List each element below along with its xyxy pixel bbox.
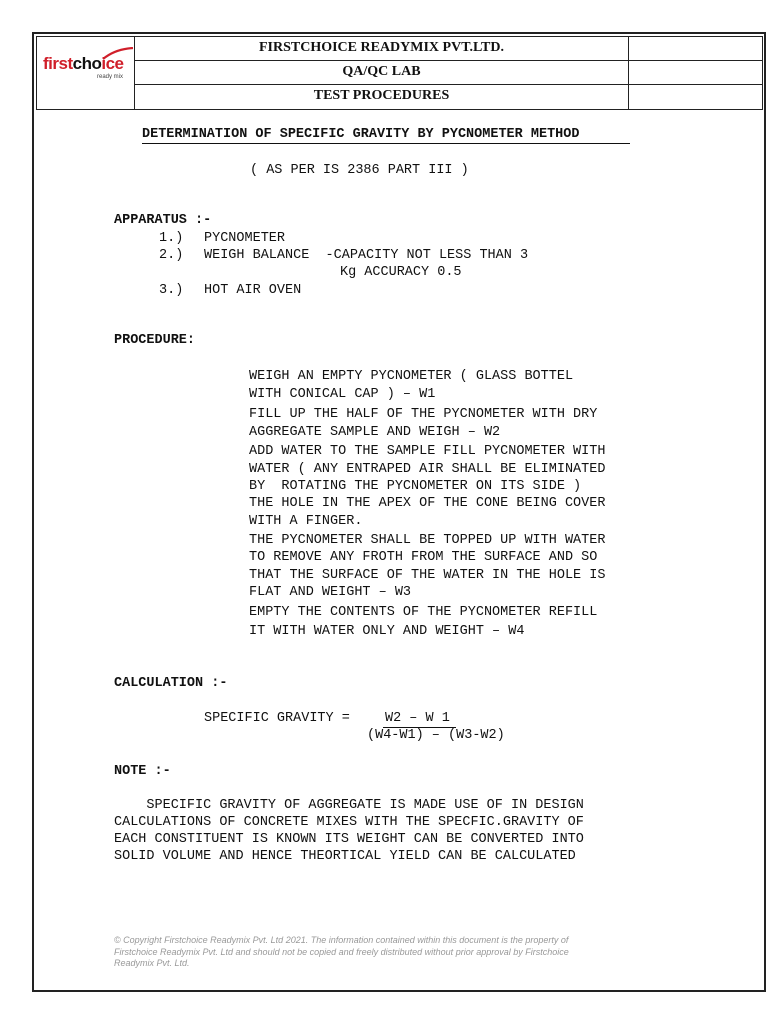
logo-subtitle: ready mix [97, 74, 124, 80]
standard-reference: ( AS PER IS 2386 PART III ) [250, 163, 469, 178]
footer-line: Readymix Pvt. Ltd. [114, 958, 190, 968]
apparatus-item: WEIGH BALANCE -CAPACITY NOT LESS THAN 3 [204, 248, 529, 263]
formula-denominator: (W4-W1) – (W3-W2) [367, 728, 505, 743]
document-title: DETERMINATION OF SPECIFIC GRAVITY BY PYCNOMETER METHOD [142, 127, 580, 142]
header-blank-cell [629, 85, 762, 109]
apparatus-number: 2.) [159, 248, 184, 263]
procedure-line: THE PYCNOMETER SHALL BE TOPPED UP WITH WATER [249, 533, 606, 548]
apparatus-heading: APPARATUS :- [114, 213, 212, 228]
formula-numerator: W2 – W 1 [385, 711, 450, 726]
procedure-line: FILL UP THE HALF OF THE PYCNOMETER WITH DRY [249, 407, 598, 422]
apparatus-item: Kg ACCURACY 0.5 [340, 265, 462, 280]
footer-line: © Copyright Firstchoice Readymix Pvt. Ltd 2021. The information contained within this document is the property of [114, 935, 569, 945]
note-line: SOLID VOLUME AND HENCE THEORTICAL YIELD CAN BE CALCULATED [114, 849, 576, 864]
apparatus-number: 3.) [159, 283, 184, 298]
lab-name: QA/QC LAB [135, 61, 629, 85]
formula-label: SPECIFIC GRAVITY = [204, 711, 350, 726]
company-name: FIRSTCHOICE READYMIX PVT.LTD. [135, 37, 629, 61]
procedure-line: FLAT AND WEIGHT – W3 [249, 585, 412, 600]
procedure-line: WITH CONICAL CAP ) – W1 [249, 387, 436, 402]
section-name: TEST PROCEDURES [135, 85, 629, 109]
header-blank-cell [629, 61, 762, 85]
procedure-line: WATER ( ANY ENTRAPED AIR SHALL BE ELIMINATED [249, 462, 606, 477]
procedure-line: WITH A FINGER. [249, 514, 363, 529]
procedure-line: EMPTY THE CONTENTS OF THE PYCNOMETER REFILL [249, 605, 598, 620]
document-header [36, 36, 763, 110]
procedure-line: THAT THE SURFACE OF THE WATER IN THE HOLE IS [249, 568, 606, 583]
procedure-line: IT WITH WATER ONLY AND WEIGHT – W4 [249, 624, 525, 639]
procedure-heading: PROCEDURE: [114, 333, 196, 348]
calculation-heading: CALCULATION :- [114, 676, 228, 691]
procedure-line: TO REMOVE ANY FROTH FROM THE SURFACE AND SO [249, 550, 598, 565]
apparatus-item: PYCNOMETER [204, 231, 286, 246]
header-blank-cell [629, 37, 762, 61]
note-heading: NOTE :- [114, 764, 171, 779]
company-logo [37, 37, 135, 109]
procedure-line: WEIGH AN EMPTY PYCNOMETER ( GLASS BOTTEL [249, 369, 574, 384]
logo-wordmark: firstchoice [43, 54, 124, 73]
apparatus-item: HOT AIR OVEN [204, 283, 302, 298]
note-line: CALCULATIONS OF CONCRETE MIXES WITH THE SPECFIC.GRAVITY OF [114, 815, 584, 830]
apparatus-number: 1.) [159, 231, 184, 246]
footer-line: Firstchoice Readymix Pvt. Ltd and should not be copied and freely distributed without prior approval by Firstchoice [114, 946, 569, 957]
procedure-line: AGGREGATE SAMPLE AND WEIGH – W2 [249, 425, 501, 440]
note-line: SPECIFIC GRAVITY OF AGGREGATE IS MADE USE OF IN DESIGN [114, 798, 584, 813]
procedure-line: ADD WATER TO THE SAMPLE FILL PYCNOMETER WITH [249, 444, 606, 459]
procedure-line: THE HOLE IN THE APEX OF THE CONE BEING COVER [249, 496, 606, 511]
note-line: EACH CONSTITUENT IS KNOWN ITS WEIGHT CAN BE CONVERTED INTO [114, 832, 584, 847]
title-underline [142, 143, 630, 144]
procedure-line: BY ROTATING THE PYCNOMETER ON ITS SIDE ) [249, 479, 582, 494]
copyright-footer [114, 935, 644, 970]
